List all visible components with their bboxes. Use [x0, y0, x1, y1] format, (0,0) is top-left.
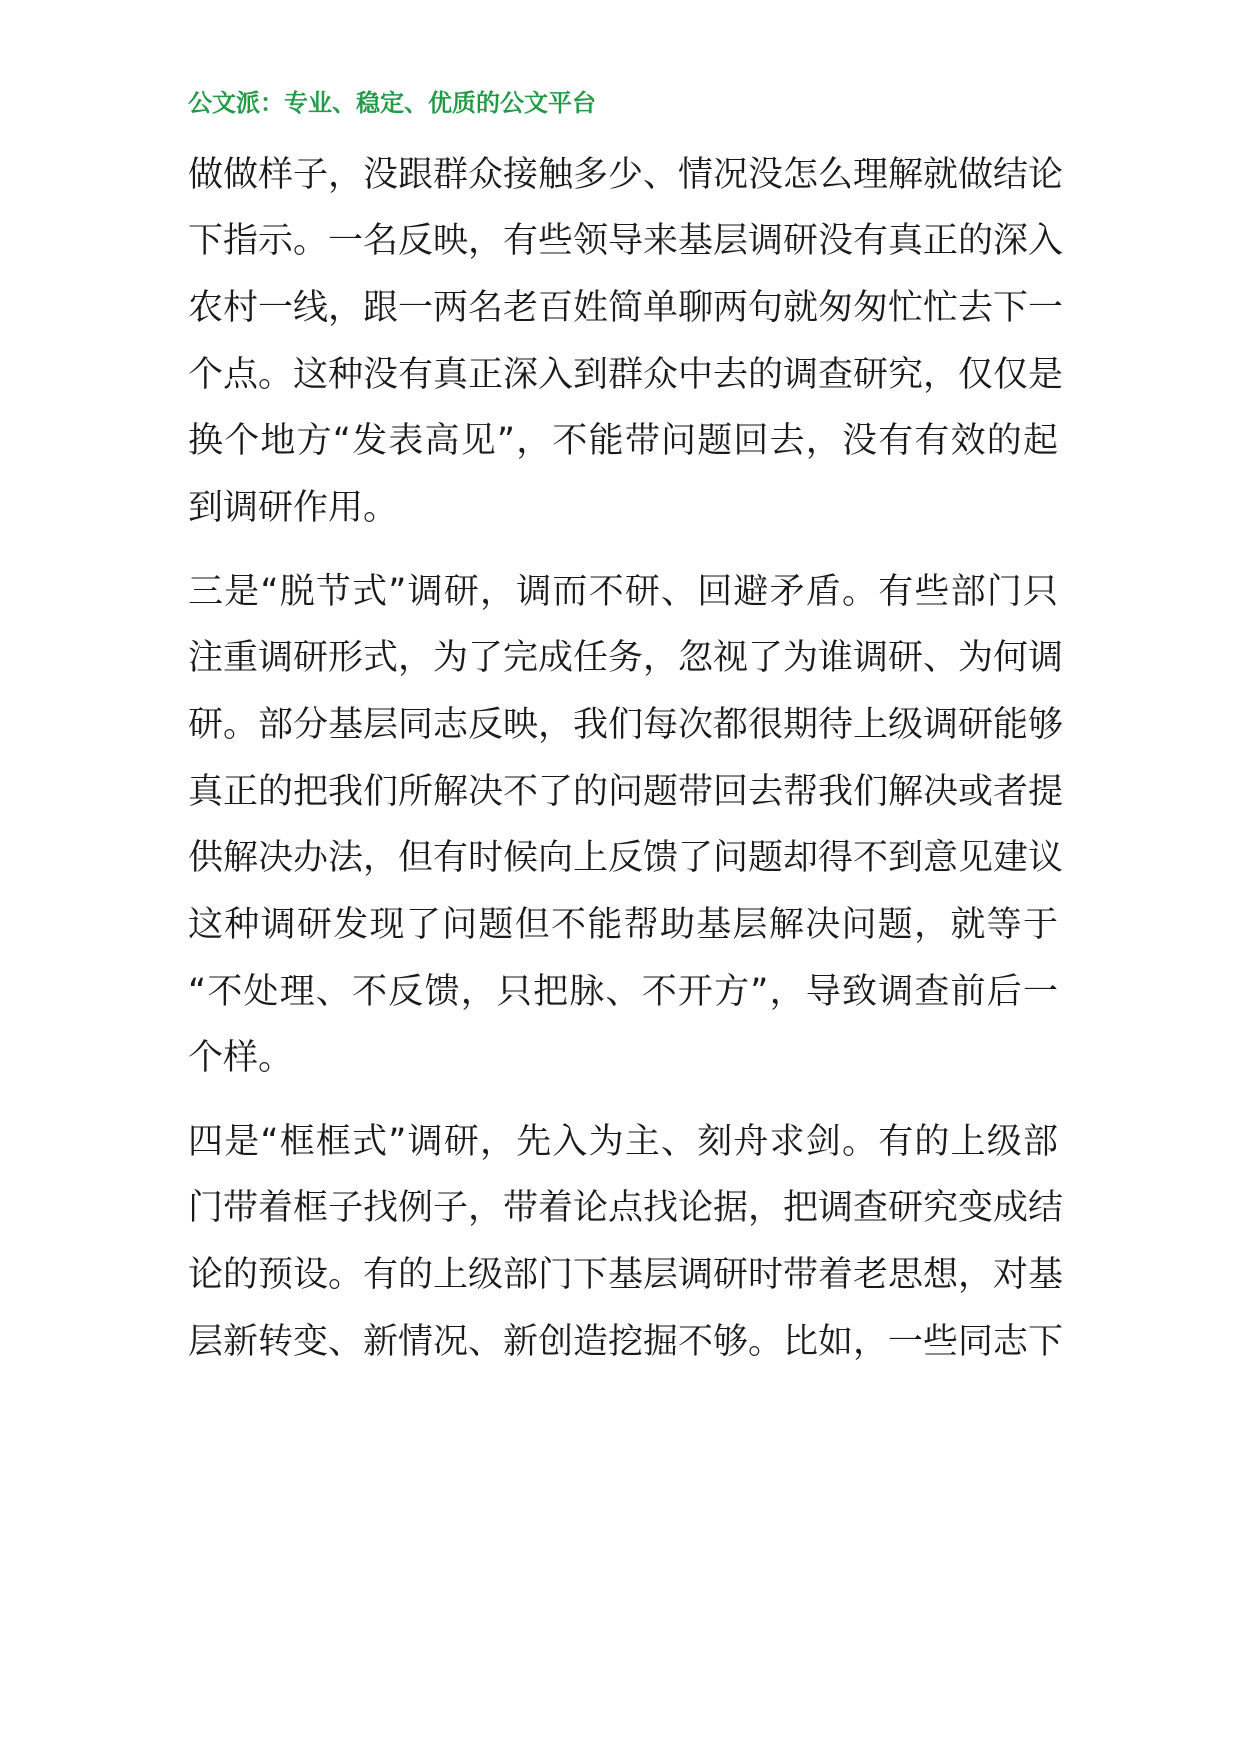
text-line: 个样。 [188, 1038, 294, 1078]
text-line: 到调研作用。 [188, 488, 399, 528]
text-line: 个点。这种没有真正深入到群众中去的调查研究，仅仅是 [188, 355, 1064, 395]
text-line: 研。部分基层同志反映，我们每次都很期待上级调研能够 [188, 705, 1064, 745]
text-line: 真正的把我们所解决不了的问题带回去帮我们解决或者提 [188, 772, 1064, 812]
text-line: 注重调研形式，为了完成任务，忽视了为谁调研、为何调 [188, 638, 1064, 678]
text-line: 门带着框子找例子，带着论点找论据，把调查研究变成结 [188, 1188, 1064, 1228]
text-line: 做做样子，没跟群众接触多少、情况没怎么理解就做结论 [188, 155, 1064, 195]
text-line: 三是“脱节式”调研，调而不研、回避矛盾。有些部门只 [188, 572, 1058, 612]
text-line: 四是“框框式”调研，先入为主、刻舟求剑。有的上级部 [188, 1122, 1058, 1162]
text-line: 农村一线，跟一两名老百姓简单聊两句就匆匆忙忙去下一 [188, 288, 1064, 328]
text-line: 这种调研发现了问题但不能帮助基层解决问题，就等于 [188, 905, 1058, 945]
text-line: “不处理、不反馈，只把脉、不开方”，导致调查前后一 [188, 972, 1058, 1012]
text-line: 供解决办法，但有时候向上反馈了问题却得不到意见建议 [188, 838, 1064, 878]
text-line: 层新转变、新情况、新创造挖掘不够。比如，一些同志下 [188, 1322, 1064, 1362]
text-line: 换个地方“发表高见”，不能带问题回去，没有有效的起 [188, 421, 1058, 461]
site-header: 公文派：专业、稳定、优质的公文平台 [188, 88, 596, 117]
text-line: 下指示。一名反映，有些领导来基层调研没有真正的深入 [188, 221, 1064, 261]
text-line: 论的预设。有的上级部门下基层调研时带着老思想，对基 [188, 1255, 1064, 1295]
